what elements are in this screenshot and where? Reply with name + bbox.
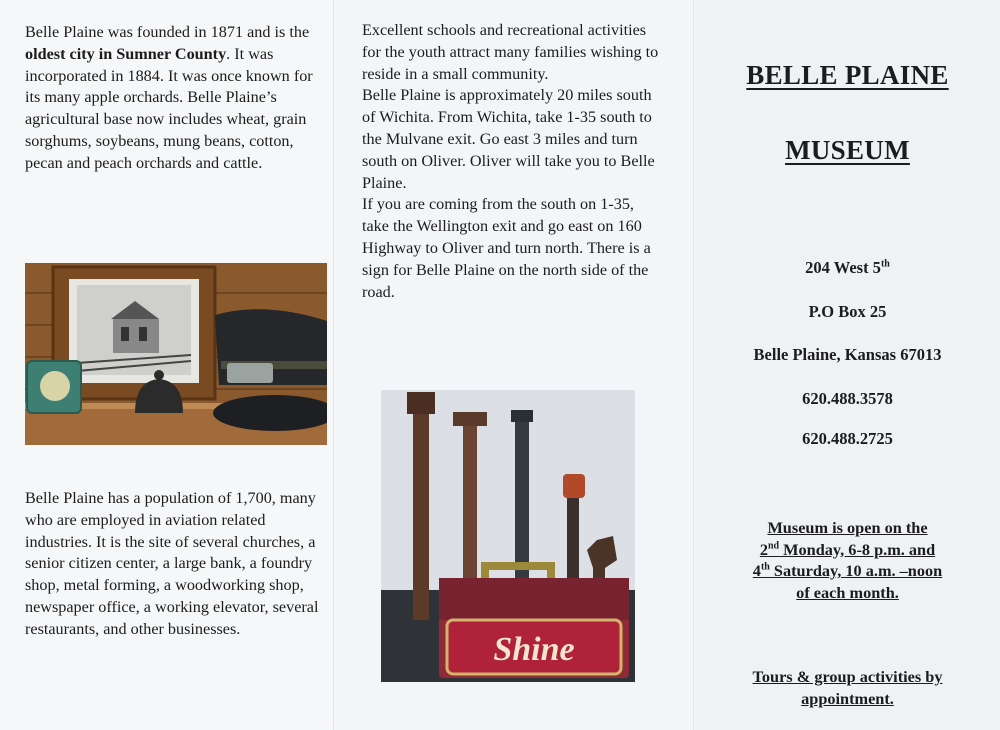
po-box: P.O Box 25 — [808, 302, 887, 321]
directions-block — [362, 20, 662, 303]
history-text-start: Belle Plaine was founded in 1871 and is the — [25, 23, 310, 41]
schools-paragraph: Excellent schools and recreational activities for the youth attract many families wishing to reside in a small community. — [362, 21, 659, 83]
history-text-end: . It was incorporated in 1884. It was once known for its many apple orchards. Belle Plaine’s agricultural base now includes wheat, grain sorghums, soybeans, mung beans, cotton, pecan and peach orchards and cattle. — [25, 44, 313, 172]
railway-memorabilia-photo — [25, 263, 327, 445]
opening-hours — [695, 517, 1000, 603]
railway-photo-illustration — [25, 263, 327, 445]
can-label-text: Shine — [493, 631, 575, 668]
directions-north-paragraph: Belle Plaine is approximately 20 miles south of Wichita. From Wichita, take 1-35 south to the Mulvane exit. Go east 3 miles and turn south on Oliver. Oliver will take you to Belle Plaine. — [362, 86, 655, 192]
population-paragraph: Belle Plaine has a population of 1,700, many who are employed in aviation related industries. It is the site of several churches, a senior citizen center, a large bank, a foundry shop, metal forming, a woodworking shop, newspaper office, a working elevator, several restaurants, and other businesses. — [25, 489, 319, 638]
phone-number-1: 620.488.3578 — [802, 389, 893, 408]
hours-line-3-text: Saturday, 10 a.m. –noon — [769, 561, 943, 580]
tours-line-1: Tours & group activities by — [752, 667, 943, 686]
street-address — [695, 258, 1000, 278]
history-text-bold: oldest city in Sumner County — [25, 44, 227, 63]
hours-line-2 — [695, 539, 1000, 561]
street-address-text: 204 West 5 — [805, 258, 881, 277]
tours-line-2: appointment. — [801, 688, 894, 708]
hours-line-3 — [695, 560, 1000, 582]
city-state-zip: Belle Plaine, Kansas 67013 — [753, 345, 942, 364]
oil-cans-photo — [381, 390, 635, 682]
history-paragraph — [25, 22, 325, 175]
museum-title-line2: MUSEUM — [785, 135, 910, 165]
hours-line-3-num: 4 — [752, 561, 761, 580]
tours-notice — [695, 666, 1000, 709]
directions-south-paragraph: If you are coming from the south on 1-35, take the Wellington exit and go east on 160 Highway to Oliver and turn north. There is a sign for Belle Plaine on the north side of the road. — [362, 195, 651, 301]
street-address-suffix: th — [880, 258, 890, 270]
hours-line-2-text: Monday, 6-8 p.m. and — [779, 539, 936, 559]
phone-number-2: 620.488.2725 — [802, 429, 893, 448]
brochure-panel-right — [695, 0, 1000, 730]
brochure-panel-middle — [335, 0, 695, 730]
hours-line-4: of each month. — [796, 582, 899, 602]
oil-cans-illustration — [381, 390, 635, 682]
hours-line-2-num: 2 — [759, 539, 768, 559]
hours-line-3-suffix: th — [760, 561, 770, 573]
hours-line-2-suffix: nd — [767, 540, 780, 552]
hours-line-1: Museum is open on the — [767, 518, 928, 537]
museum-title-line1: BELLE PLAINE — [746, 60, 949, 90]
brochure-panel-left — [0, 0, 335, 730]
